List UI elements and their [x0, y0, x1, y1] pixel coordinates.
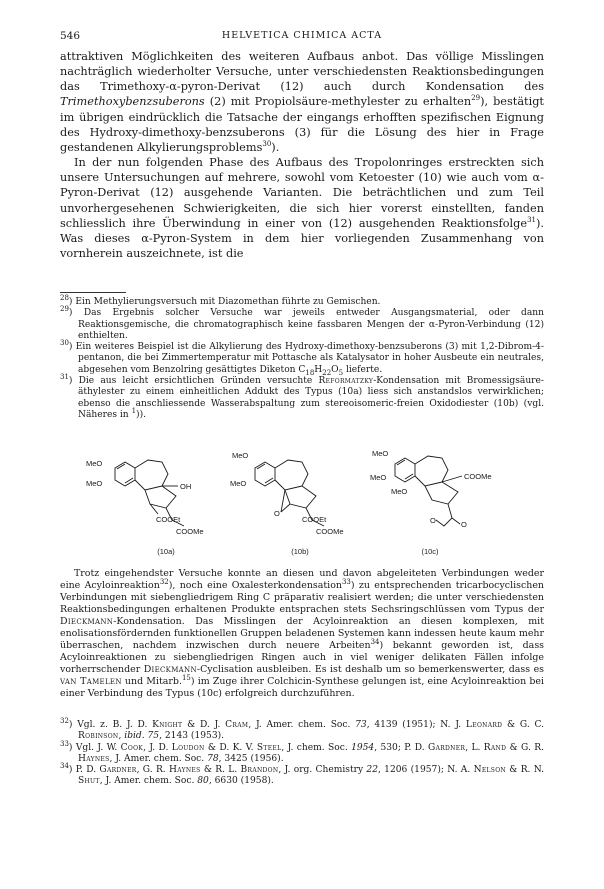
footnote-rule	[60, 292, 126, 293]
text-run: ), noch eine Oxalesterkondensation	[168, 579, 342, 591]
text-run: , J. Amer. chem. Soc.	[109, 753, 208, 764]
text-run: -Kondensation. Das Misslingen der Acyloinreaktion an diesen komplexen, mit enolisationsfördernden funktionellen Gruppen beladenen Systemen kann indessen heute kaum mehr überraschen, nachdem inzwischen durch neuere Arbeiten	[60, 615, 544, 651]
compound-label-10b: (10b)	[291, 547, 309, 556]
page-header	[60, 30, 544, 46]
footnote-30	[60, 339, 544, 377]
meo-label: MeO	[372, 449, 389, 458]
footnote-number: 32	[60, 716, 69, 725]
text-run: & G. R.	[506, 742, 544, 753]
text-run: & G. C.	[502, 720, 544, 730]
text-run: , J. D.	[143, 742, 172, 753]
footnote-34	[60, 762, 544, 788]
text-run: ) Vgl. z. B. J. D.	[68, 720, 153, 730]
text-run: Trotz eingehendster Versuche konnte an diesen und davon abgeleiteten Verbindungen weder eine Acyloinreaktion	[60, 568, 544, 591]
oxygen-label: O	[461, 520, 467, 529]
author-name: Robinson	[78, 731, 119, 742]
text-run: , J. chem. Soc.	[281, 742, 352, 753]
text-run: , 2143 (1953).	[159, 731, 225, 742]
text-run: , J. Amer. chem. Soc.	[248, 720, 356, 730]
oxygen-label: O	[430, 516, 436, 525]
cooet-label: COOEt	[302, 515, 327, 524]
author-name: van Tamelen	[60, 675, 122, 687]
text-run: attraktiven Möglichkeiten des weiteren Aufbaus anbot. Das völlige Misslingen nachträglich wiederholter Versuche, unter verschiedensten Reaktionsbedingungen das Trimethoxy-α-pyron-Derivat (12) auch durch Kondensation des	[60, 50, 544, 94]
footnote-32	[60, 716, 544, 743]
text-run: ) Vgl. J. W.	[68, 742, 121, 753]
chemical-structures-figure	[60, 430, 544, 560]
main-text	[60, 49, 544, 261]
footnote-text: ) Ein weiteres Beispiel ist die Alkylierung des Hydroxy-dimethoxy-benzsuberons (3) mit 1,2-Dibrom-4-pentanon, die bei Zimmertemperatur mit Pottasche als Katalysator in hoher Ausbeute ein neutrales, abgesehen vom Benzolring gesättigtes Diketon C	[68, 342, 544, 375]
author-name: Haynes	[78, 753, 110, 764]
footnote-28	[60, 293, 544, 308]
footnote-ref: 34	[370, 637, 380, 646]
footnote-number: 33	[60, 739, 69, 748]
volume: 1954	[351, 742, 375, 753]
text-run: -Cyclisation ausbleiben. Es ist deshalb um so bemerkenswerter, dass es	[196, 663, 544, 675]
text-run: ) zu entsprechenden tricarbocyclischen Verbindungen mit siebengliedrigem Ring C präparativ realisiert werden; die unter verschiedensten Reaktionsbedingungen erhaltenen Produkte entsprachen stets Sechsringschlüssen vom Typus der	[60, 579, 544, 615]
author-name: Gardner	[428, 742, 466, 753]
author-name: Dieckmann	[60, 615, 114, 627]
footnote-text: ) Ein Methylierungsversuch mit Diazomethan führte zu Gemischen.	[68, 297, 381, 307]
text-run: ). Was dieses α-Pyron-System in dem hier vorliegenden Zusammenhang von vornherein auszeichnete, ist die	[60, 216, 544, 261]
text-run: , 4139 (1951); N. J.	[366, 720, 466, 730]
volume: 22	[366, 765, 378, 776]
meo-label: MeO	[391, 487, 408, 496]
text-run: , L.	[465, 742, 484, 753]
volume: 73	[355, 720, 367, 730]
text-run: ) im Zuge ihrer Colchicin-Synthese gelungen ist, eine Acyloinreaktion bei einer Verbindung des Typus (10c) erfolgreich durchzuführen.	[60, 675, 544, 699]
footnote-31	[60, 373, 544, 421]
paragraph-1	[60, 49, 544, 155]
author-name: Rand	[483, 742, 507, 753]
oxygen-label: O	[274, 509, 280, 518]
footnote-number: 28	[60, 293, 69, 302]
footnote-number: 30	[60, 339, 69, 348]
text-run: ,	[118, 731, 125, 742]
text-run: , 530; P. D.	[374, 742, 429, 753]
meo-label: MeO	[232, 451, 249, 460]
formula-element: O	[331, 364, 339, 375]
journal-title: HELVETICA CHIMICA ACTA	[221, 30, 383, 41]
meo-label: MeO	[370, 473, 387, 482]
meo-label: MeO	[86, 479, 103, 488]
formula-subscript: 22	[322, 368, 332, 377]
text-run: & R. N.	[505, 765, 544, 776]
footnote-ref: 1	[131, 406, 137, 415]
compound-label-10c: (10c)	[421, 547, 439, 556]
page-number: 546	[60, 30, 81, 42]
coome-label: COOMe	[464, 472, 492, 481]
footnote-ref: 32	[159, 577, 169, 586]
text-run: ) bekannt geworden ist, dass Acyloinreaktionen zu siebengliedrigen Ringen auch in viel weniger delikaten Fällen infolge vorherrschender	[60, 639, 544, 675]
author-name: Nelson	[473, 765, 506, 776]
oh-label: OH	[180, 482, 192, 491]
text-run: , 3425 (1956).	[218, 753, 284, 764]
author-name: Steel	[256, 742, 282, 753]
footnote-33	[60, 739, 544, 766]
footnote-ref: 30	[262, 140, 272, 149]
footnote-text: ) Das Ergebnis solcher Versuche war jeweils entweder Ausgangsmaterial, oder dann Reaktionsgemische, die chromatographisch keine fassbaren Mengen der α-Pyron-Verbindung (12) enthielten.	[68, 308, 544, 341]
text-run: (2) mit Propiolsäure-methylester zu erhalten	[204, 95, 472, 109]
cooet-label: COOEt	[156, 515, 181, 524]
author-name: Gardner	[99, 765, 137, 776]
footnote-text: ) Die aus leicht ersichtlichen Gründen versuchte	[68, 376, 319, 387]
structures-svg	[60, 430, 544, 560]
text-run: ).	[271, 140, 280, 154]
volume: 78	[207, 753, 219, 764]
compound-label-10a: (10a)	[157, 547, 175, 556]
text-run: In der nun folgenden Phase des Aufbaus des Tropolonringes erstreckten sich unsere Untersuchungen auf mehrere, sowohl vom Ketoester (10) wie auch vom α-Pyron-Derivat (12) ausgehende Varianten. Die beträchtlichen und zum Teil unvorhergesehenen Schwierigkeiten, die sich hier vorerst einstellten, fanden schliesslich ihre Überwindung in einer von (12) ausgehenden Reaktionsfolge	[60, 156, 544, 230]
meo-label: MeO	[230, 479, 247, 488]
meo-label: MeO	[86, 459, 103, 468]
footnote-ref: 31	[527, 215, 536, 224]
text-run: , G. R.	[136, 765, 169, 776]
footnote-ref: 33	[341, 577, 351, 586]
author-name: Brandon	[240, 765, 279, 776]
volume: 80	[197, 776, 209, 787]
paragraph-3	[60, 568, 544, 699]
text-run: & R. L.	[200, 765, 241, 776]
footnote-number: 34	[60, 762, 69, 771]
footnote-number: 29	[60, 305, 69, 314]
author-name: Cook	[120, 742, 144, 753]
author-name: Dieckmann	[143, 663, 197, 675]
footnotes	[60, 293, 544, 421]
author-name: Cram	[225, 720, 249, 730]
author-name: Haynes	[169, 765, 201, 776]
footnote-ref: 15	[181, 673, 191, 682]
footnote-number: 31	[60, 373, 69, 382]
text-run: & D. J.	[182, 720, 226, 730]
text-run: , J. Amer. chem. Soc.	[99, 776, 198, 787]
paragraph-2	[60, 155, 544, 261]
text-run: ), bestätigt im übrigen eindrücklich die Tatsache der eingangs erhofften spezifischen Eignung des Hydroxy-dimethoxy-benzsuberons (3) für die Lösung des hier in Frage gestandenen Alkylierungsproblems	[60, 95, 544, 154]
formula-subscript: 18	[305, 368, 315, 377]
text-run: , J. org. Chemistry	[278, 765, 367, 776]
author-name: Knight	[152, 720, 183, 730]
text-run: & D. K. V.	[204, 742, 257, 753]
footnote-text: -Kondensation mit Bromessigsäure-äthylester zu einem einheitlichen Addukt des Typus (10a) liess sich anstandslos verwirklichen; ebenso die anschliessende Wasserabspaltung zum stereoisomeric-freien Oxidodiester (10b) (vgl. Näheres in	[78, 376, 544, 420]
coome-label: COOMe	[316, 527, 344, 536]
footnote-29	[60, 305, 544, 342]
secondary-text	[60, 568, 544, 699]
footnote-text: lieferte.	[343, 364, 383, 375]
volume: ibid. 75	[124, 731, 160, 742]
author-name: Loudon	[171, 742, 205, 753]
author-name: Reformatzky	[318, 376, 374, 387]
formula-element: H	[314, 364, 323, 375]
formula-subscript: 5	[338, 368, 344, 377]
footnote-text: )).	[136, 409, 147, 420]
text-run: , 1206 (1957); N. A.	[377, 765, 474, 776]
italic-run: Trimethoxybenzsuberons	[60, 95, 205, 109]
text-run: ) P. D.	[68, 765, 100, 776]
footnote-ref: 29	[471, 94, 481, 103]
coome-label: COOMe	[176, 527, 204, 536]
author-name: Leonard	[465, 720, 503, 730]
references	[60, 716, 544, 788]
text-run: und Mitarb.	[121, 675, 182, 687]
author-name: Shut	[78, 776, 100, 787]
text-run: , 6630 (1958).	[208, 776, 274, 787]
